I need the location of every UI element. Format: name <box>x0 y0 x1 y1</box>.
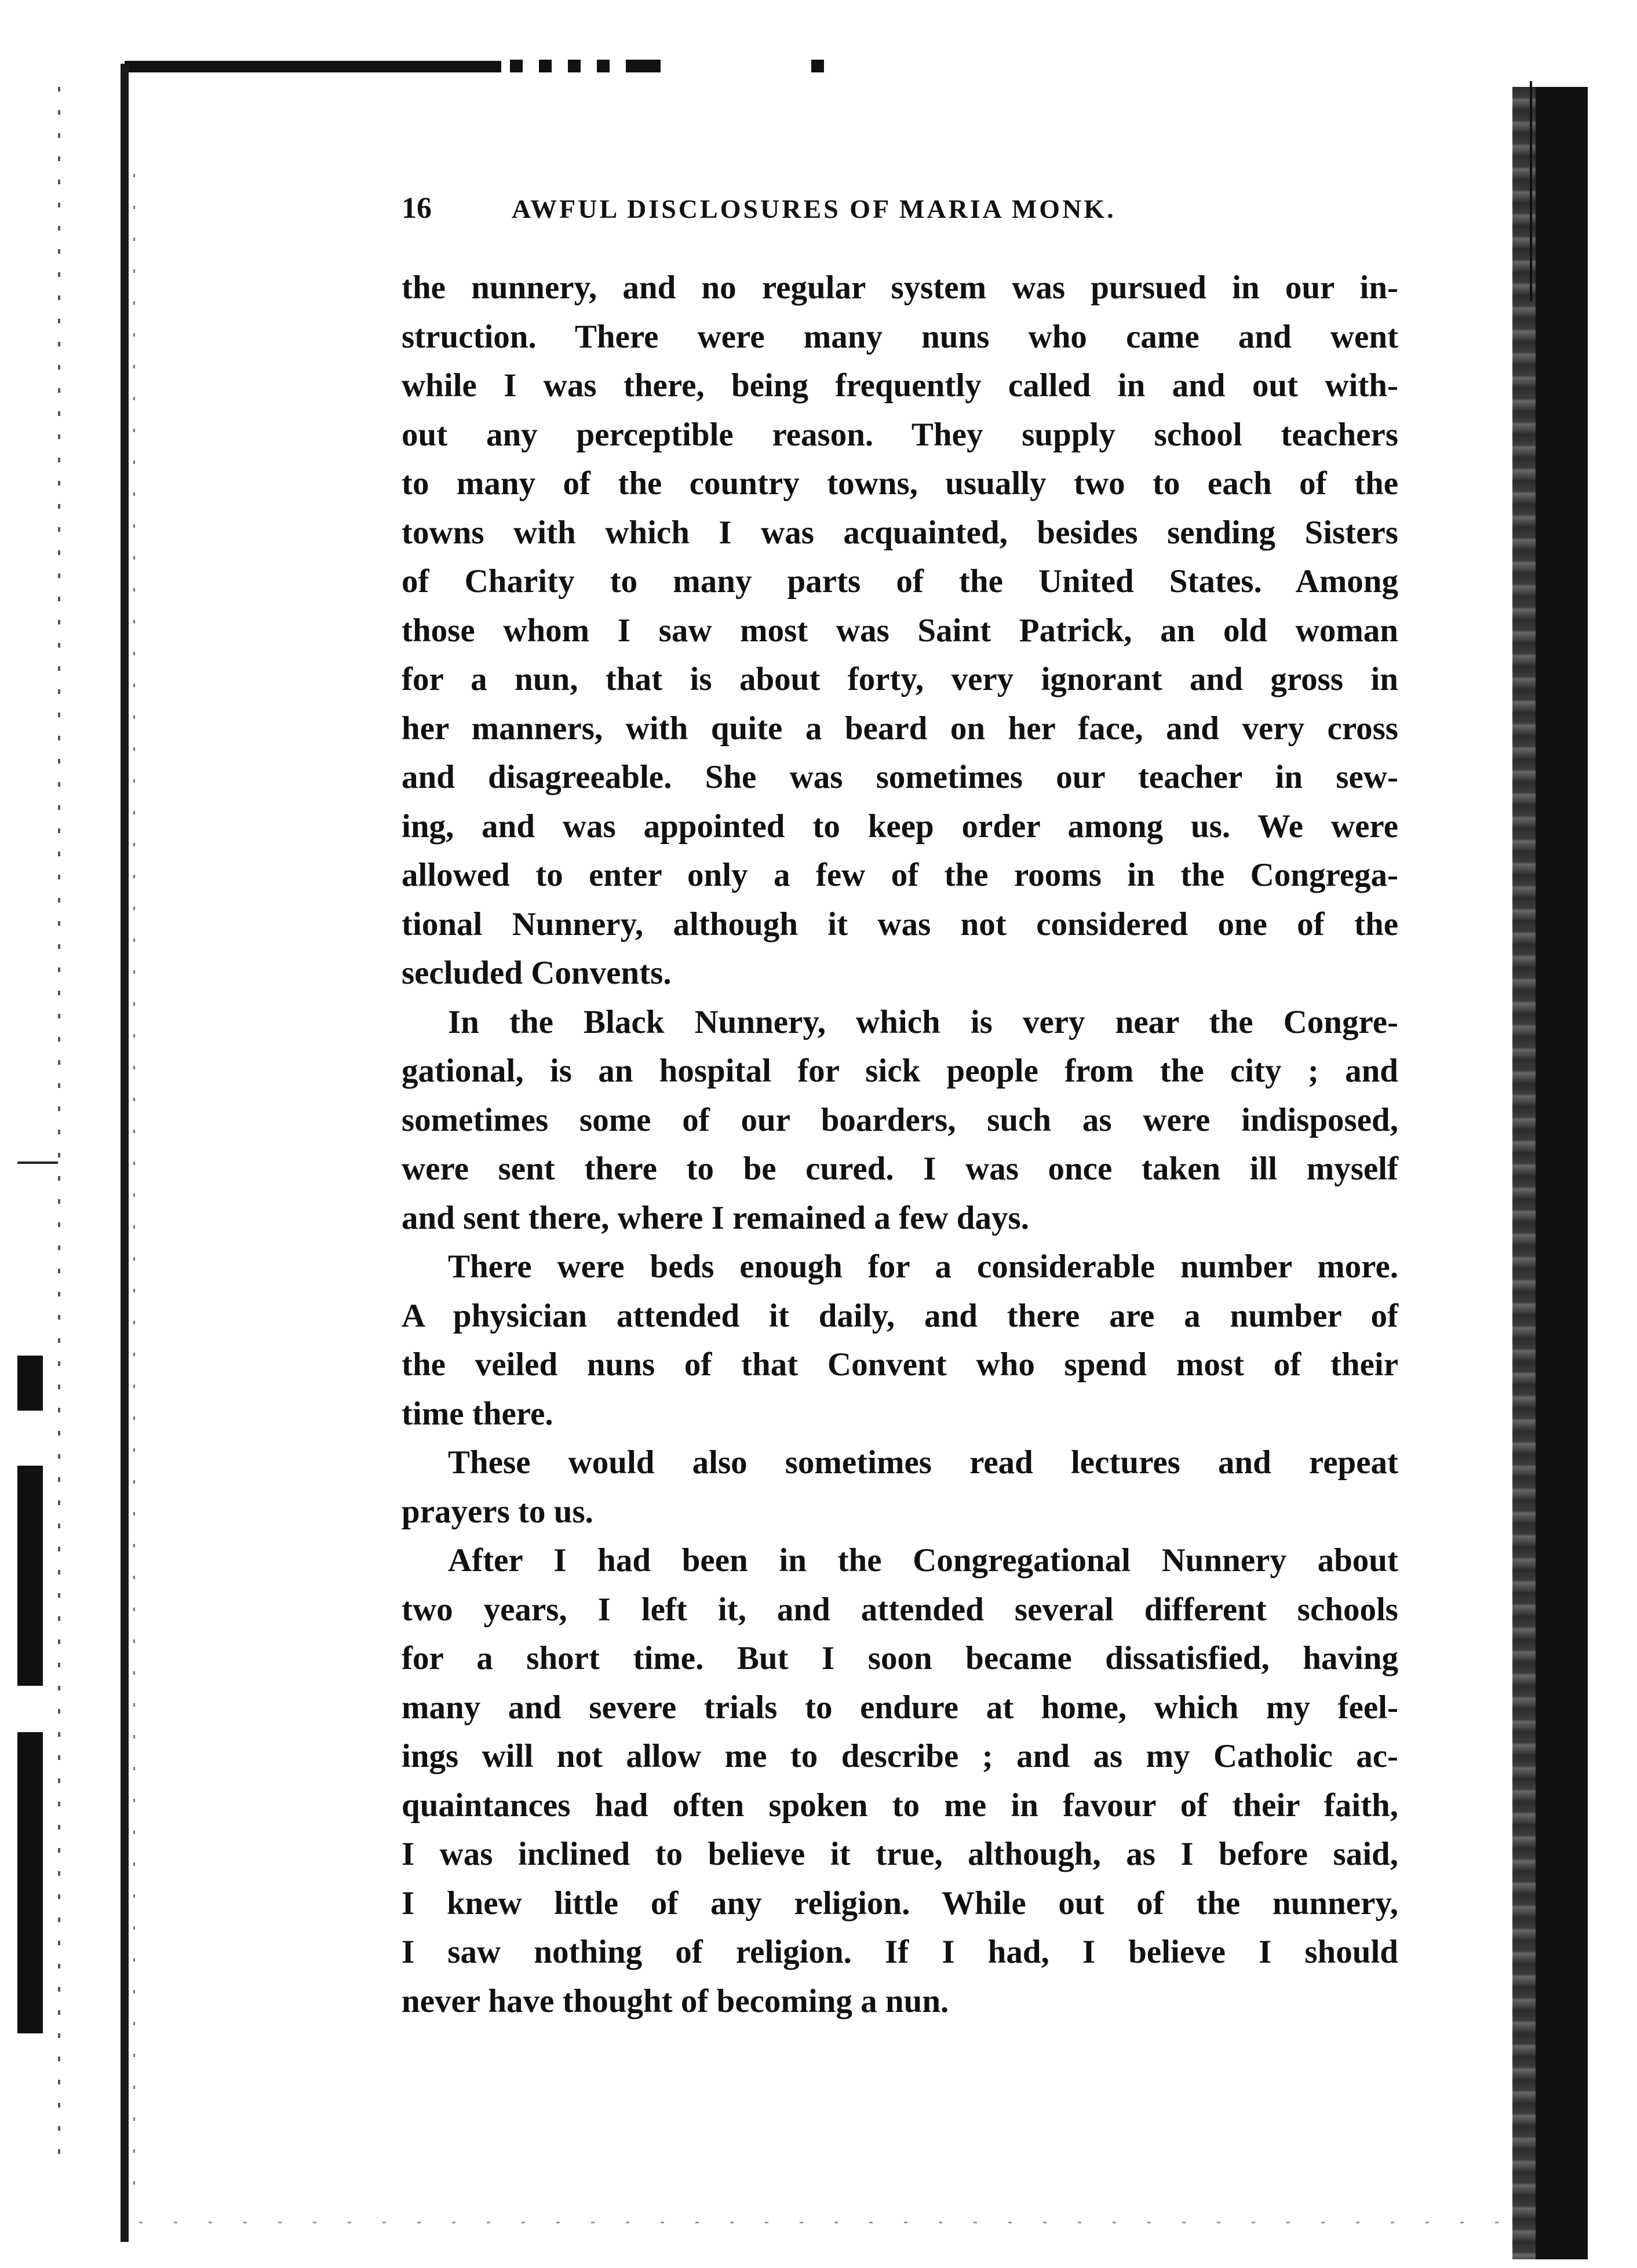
text-line: never have thought of becoming a nun. <box>402 1982 949 2019</box>
text-line: while I was there, being frequently called in and out with- <box>402 367 1398 404</box>
text-line: of Charity to many parts of the United States. Among <box>402 563 1398 600</box>
body-text <box>402 264 1398 2026</box>
top-border-dash <box>626 60 661 72</box>
left-margin-black-bar <box>17 1356 43 1411</box>
bottom-margin-specks <box>139 2222 1530 2223</box>
text-line: quaintances had often spoken to me in favour of their faith, <box>402 1787 1398 1824</box>
text-line: gational, is an hospital for sick people from the city ; and <box>402 1053 1398 1089</box>
text-line: prayers to us. <box>402 1493 593 1530</box>
text-line: towns with which I was acquainted, besides sending Sisters <box>402 514 1398 551</box>
text-line: These would also sometimes read lectures and repeat <box>448 1444 1398 1481</box>
text-line: A physician attended it daily, and there are a number of <box>402 1297 1398 1334</box>
text-line: two years, I left it, and attended several different schools <box>402 1591 1398 1628</box>
text-line: and sent there, where I remained a few days. <box>402 1199 1029 1236</box>
text-line: I knew little of any religion. While out of the nunnery, <box>402 1884 1398 1922</box>
paragraph <box>402 1536 1398 2026</box>
text-line: those whom I saw most was Saint Patrick, an old woman <box>402 612 1398 649</box>
left-margin-black-bar <box>17 1466 43 1686</box>
running-header <box>402 191 1282 226</box>
top-border-dash <box>510 60 523 72</box>
text-line: There were beds enough for a considerable number more. <box>448 1248 1398 1285</box>
paragraph <box>402 264 1398 998</box>
right-margin-line <box>1530 81 1532 301</box>
text-line: and disagreeable. She was sometimes our teacher in sew- <box>402 759 1398 795</box>
text-line: out any perceptible reason. They supply school teachers <box>402 416 1398 453</box>
text-line: for a nun, that is about forty, very ignorant and gross in <box>402 661 1398 697</box>
paragraph <box>402 1438 1398 1536</box>
text-line: many and severe trials to endure at home, which my feel- <box>402 1689 1398 1726</box>
text-line: to many of the country towns, usually two to each of the <box>402 465 1398 502</box>
paragraph <box>402 998 1398 1243</box>
top-border-dash <box>568 60 581 72</box>
text-line: the nunnery, and no regular system was pursued in our in- <box>402 269 1398 306</box>
left-margin-specks <box>133 174 135 2201</box>
text-line: I was inclined to believe it true, although, as I before said, <box>402 1836 1398 1872</box>
text-line: struction. There were many nuns who came and went <box>402 318 1398 355</box>
right-page-edge-dark <box>1536 87 1588 2259</box>
left-margin-black-bar <box>17 1732 43 2033</box>
left-margin-specks <box>58 87 60 2172</box>
text-line: In the Black Nunnery, which is very near the Congre- <box>448 1003 1398 1040</box>
text-line: were sent there to be cured. I was once taken ill myself <box>402 1151 1398 1187</box>
text-line: tional Nunnery, although it was not considered one of the <box>402 905 1398 943</box>
left-border-rule <box>121 64 129 2242</box>
text-line: ings will not allow me to describe ; and as my Catholic ac- <box>402 1738 1398 1774</box>
paragraph <box>402 1243 1398 1438</box>
text-line: ing, and was appointed to keep order among us. We were <box>402 808 1398 845</box>
text-line: time there. <box>402 1395 553 1432</box>
text-line: allowed to enter only a few of the rooms in the Congrega- <box>402 857 1398 893</box>
top-border-dash <box>539 60 552 72</box>
text-line: sometimes some of our boarders, such as were indisposed, <box>402 1101 1398 1138</box>
left-margin-tick <box>17 1162 58 1164</box>
top-border-dash <box>811 60 824 72</box>
text-line: secluded Convents. <box>402 955 672 991</box>
text-line: for a short time. But I soon became dissatisfied, having <box>402 1640 1398 1677</box>
text-line: I saw nothing of religion. If I had, I believe I should <box>402 1934 1398 1970</box>
top-border-rule <box>125 61 501 72</box>
text-line: the veiled nuns of that Convent who spend most of their <box>402 1346 1398 1383</box>
page-number: 16 <box>402 192 432 225</box>
text-line: After I had been in the Congregational Nunnery about <box>448 1542 1398 1579</box>
running-title: AWFUL DISCLOSURES OF MARIA MONK. <box>512 194 1116 224</box>
text-line: her manners, with quite a beard on her face, and very cross <box>402 710 1398 747</box>
top-border-dash <box>597 60 610 72</box>
